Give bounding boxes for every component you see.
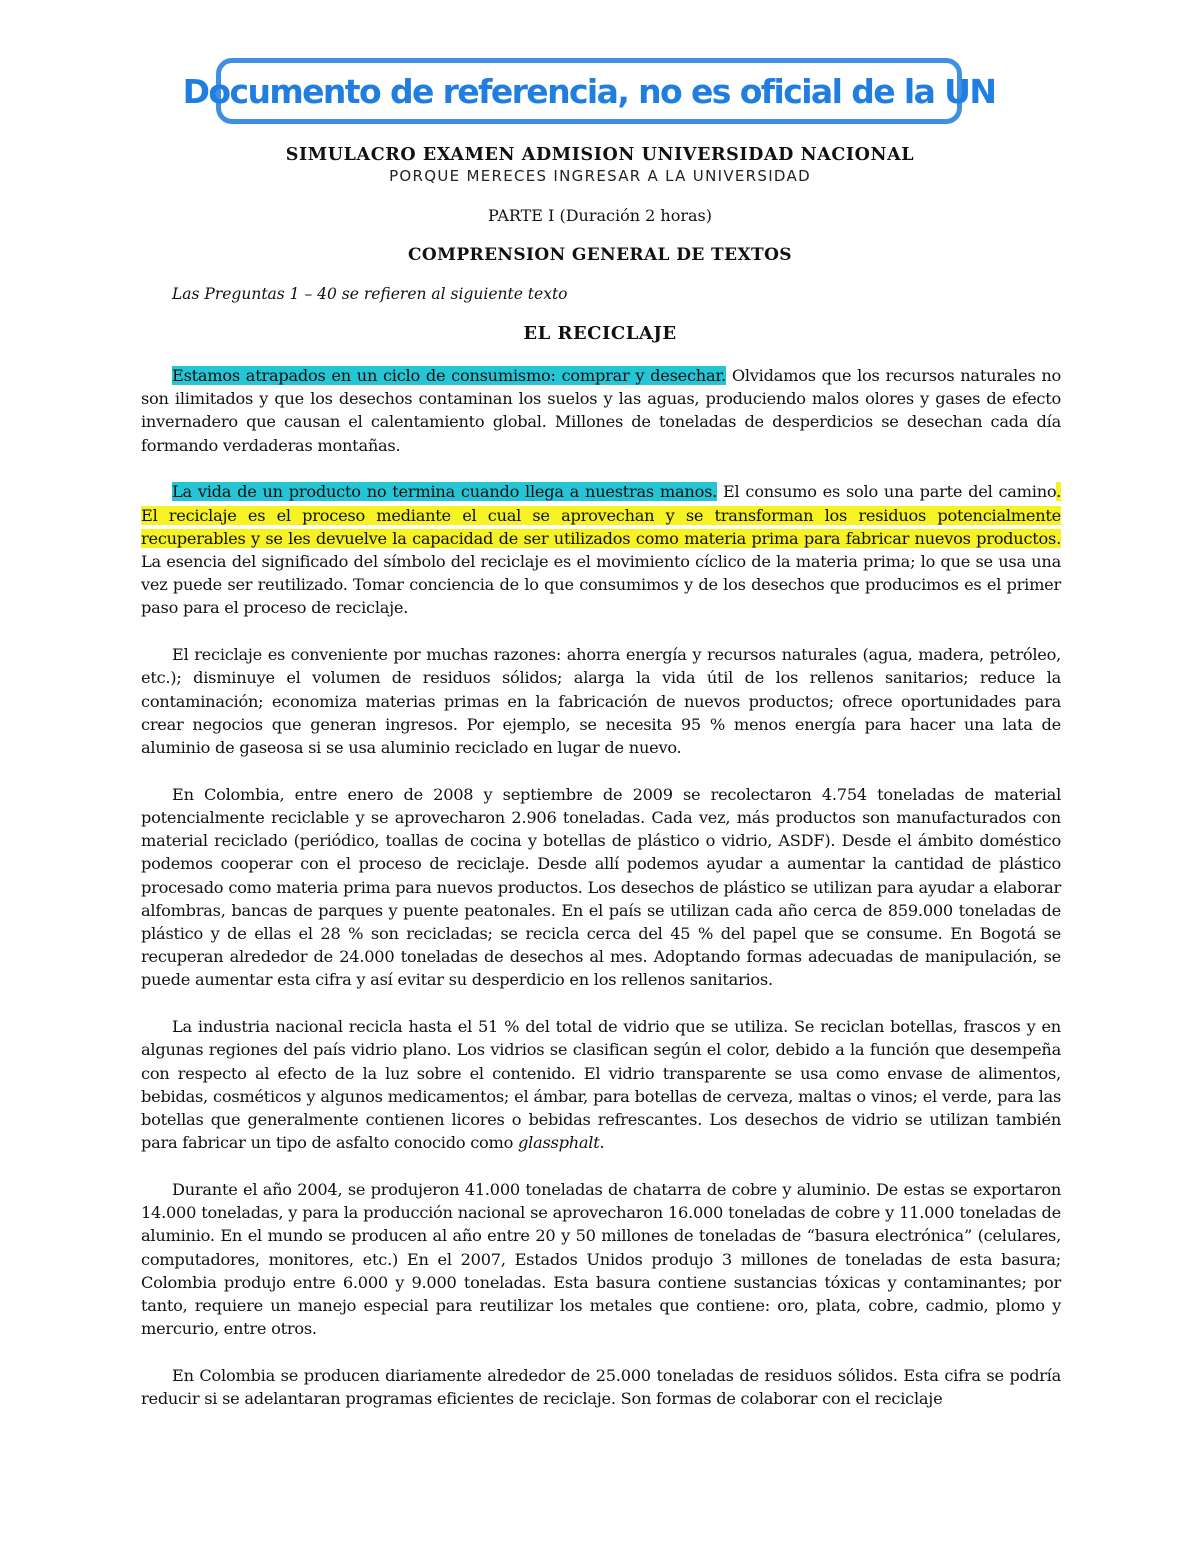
paragraph-6: Durante el año 2004, se produjeron 41.000 toneladas de chatarra de cobre y aluminio. De estas se exportaron 14.000 toneladas, y para la producción nacional se aprovecharon 16.000 toneladas de cobre y 11.000 toneladas de aluminio. En el mundo se producen al año entre 20 y 50 millones de toneladas de “basura electrónica” (celulares, computadores, monitores, etc.) En el 2007, Estados Unidos produjo 3 millones de toneladas de esta basura; Colombia produjo entre 6.000 y 9.000 toneladas. Esta basura contiene sustancias tóxicas y contaminantes; por tanto, requiere un manejo especial para reutilizar los metales que contiene: oro, plata, cobre, cadmio, plomo y mercurio, entre otros. <box>141 1180 1061 1339</box>
paragraph-7: En Colombia se producen diariamente alrededor de 25.000 toneladas de residuos sólidos. Esta cifra se podría reducir si se adelantaran programas eficientes de reciclaje. Son formas de colaborar con el reciclaje <box>141 1366 1061 1409</box>
highlight-cyan: La vida de un producto no termina cuando llega a nuestras manos. <box>172 482 718 502</box>
highlight-cyan: Estamos atrapados en un ciclo de consumismo: comprar y desechar. <box>172 366 726 385</box>
exam-subtitle: PORQUE MERECES INGRESAR A LA UNIVERSIDAD <box>389 167 811 185</box>
article-title: EL RECICLAJE <box>523 323 677 344</box>
part-heading: PARTE I (Duración 2 horas) <box>488 206 712 225</box>
paragraph-2 <box>141 480 1061 619</box>
paragraph-text: Olvidamos que los recursos naturales no son ilimitados y que los desechos contaminan los suelos y las aguas, produciendo malos olores y gases de efecto invernadero que causan el calentamiento global. Millones de toneladas de desperdicios se desechan cada día formando verdaderas montañas. <box>141 366 1061 455</box>
reference-banner <box>182 58 996 124</box>
paragraph-5 <box>141 1015 1061 1154</box>
questions-intro: Las Preguntas 1 – 40 se refieren al siguiente texto <box>172 285 568 303</box>
paragraph-3: El reciclaje es conveniente por muchas razones: ahorra energía y recursos naturales (agua, madera, petróleo, etc.); disminuye el volumen de residuos sólidos; alarga la vida útil de los rellenos sanitarios; reduce la contaminación; economiza materias primas en la fabricación de nuevos productos; ofrece oportunidades para crear negocios que generan ingresos. Por ejemplo, se necesita 95 % menos energía para hacer una lata de aluminio de gaseosa si se usa aluminio reciclado en lugar de nuevo. <box>141 645 1061 758</box>
paragraph-text: . <box>599 1133 605 1153</box>
section-heading: COMPRENSION GENERAL DE TEXTOS <box>408 245 792 265</box>
banner-text: Documento de referencia, no es oficial de la UN <box>182 71 996 111</box>
italic-term: glassphalt <box>518 1133 600 1153</box>
paragraph-4: En Colombia, entre enero de 2008 y septiembre de 2009 se recolectaron 4.754 toneladas de material potencialmente reciclable y se aprovecharon 2.906 toneladas. Cada vez, más productos son manufacturados con material reciclado (periódico, toallas de cocina y botellas de plástico o vidrio, ASDF). Desde el ámbito doméstico podemos cooperar con el proceso de reciclaje. Desde allí podemos ayudar a aumentar la cantidad de plástico procesado como materia prima para nuevos productos. Los desechos de plástico se utilizan para ayudar a elaborar alfombras, bancas de parques y puente peatonales. En el país se utilizan cada año cerca de 859.000 toneladas de plástico y de ellas el 28 % son recicladas; se recicla cerca del 45 % del papel que se consume. En Bogotá se recuperan alrededor de 24.000 toneladas de desechos al mes. Adoptando formas adecuadas de manipulación, se puede aumentar esta cifra y así evitar su desperdicio en los rellenos sanitarios. <box>141 784 1061 990</box>
paragraph-1 <box>141 364 1061 457</box>
article-body <box>141 364 1061 1434</box>
paragraph-text: El consumo es solo una parte del camino <box>717 482 1057 502</box>
highlight-yellow: . El reciclaje es el proceso mediante el cual se aprovechan y se transforman los residuos potencialmente recuperables y se les devuelve la capacidad de ser utilizados como materia prima para fabricar nuevos productos. <box>141 482 1061 548</box>
paragraph-text: La industria nacional recicla hasta el 51 % del total de vidrio que se utiliza. Se reciclan botellas, frascos y en algunas regiones del país vidrio plano. Los vidrios se clasifican según el color, debido a la función que desempeña con respecto al efecto de la luz sobre el contenido. El vidrio transparente se usa como envase de alimentos, bebidas, cosméticos y algunos medicamentos; el ámbar, para botellas de cerveza, maltas o vinos; el verde, para las botellas que generalmente contienen licores o bebidas refrescantes. Los desechos de vidrio se utilizan también para fabricar un tipo de asfalto conocido como <box>141 1017 1061 1153</box>
paragraph-text: La esencia del significado del símbolo del reciclaje es el movimiento cíclico de la materia prima; lo que se usa una vez puede ser reutilizado. Tomar conciencia de lo que consumimos y de los desechos que producimos es el primer paso para el proceso de reciclaje. <box>141 552 1061 618</box>
exam-title: SIMULACRO EXAMEN ADMISION UNIVERSIDAD NACIONAL <box>285 145 915 165</box>
